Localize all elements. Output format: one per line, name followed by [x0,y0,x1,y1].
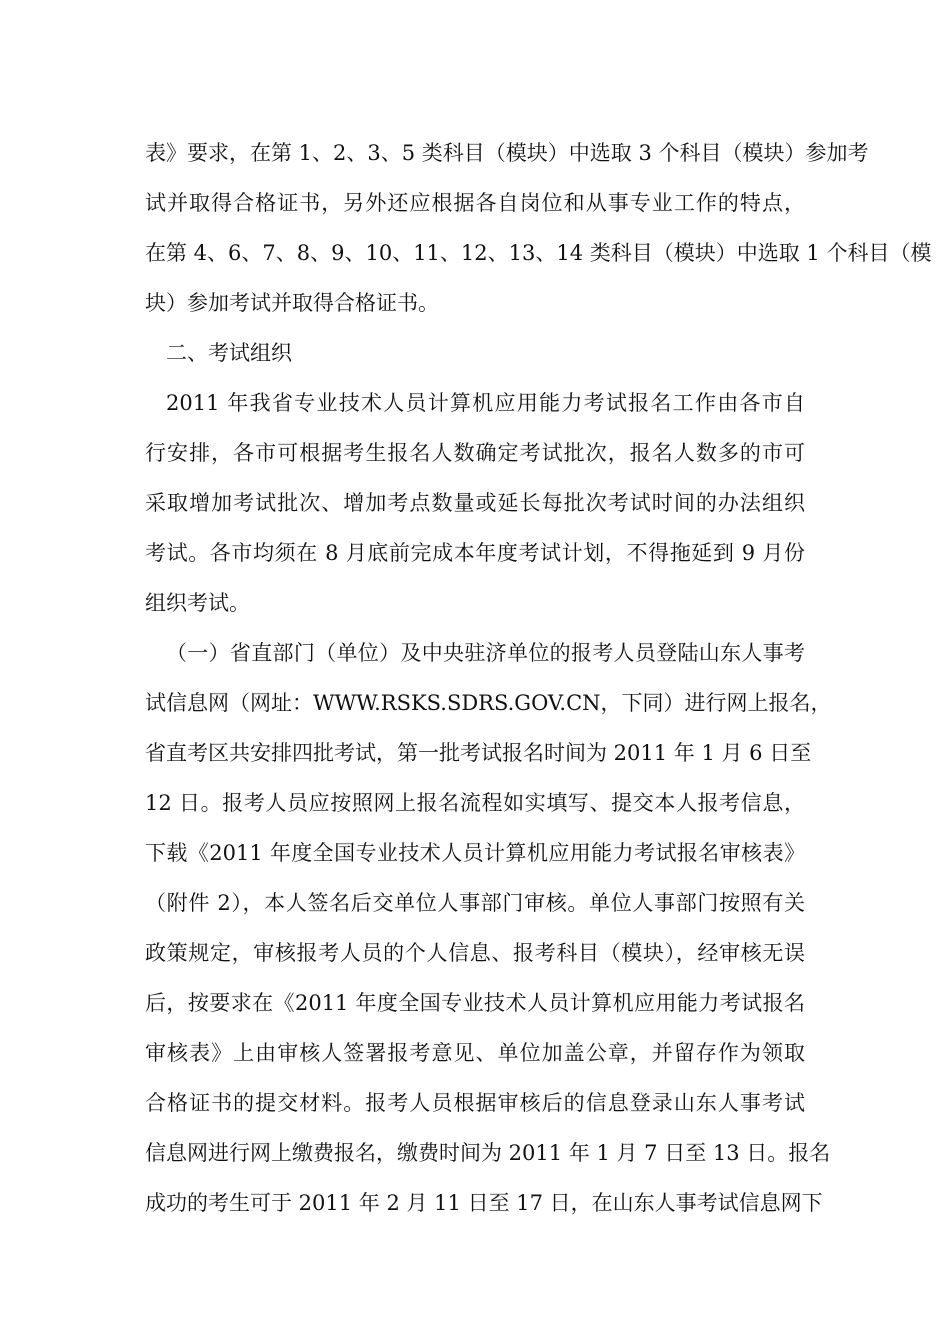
paragraph-line: 2011 年我省专业技术人员计算机应用能力考试报名工作由各市自 [166,391,805,415]
paragraph-line: 合格证书的提交材料。报考人员根据审核后的信息登录山东人事考试 [145,1091,805,1115]
paragraph-line: 成功的考生可于 2011 年 2 月 11 日至 17 日，在山东人事考试信息网下 [145,1191,823,1215]
paragraph-line: 表》要求，在第 1、2、3、5 类科目（模块）中选取 3 个科目（模块）参加考 [145,141,869,165]
paragraph-line: 省直考区共安排四批考试，第一批考试报名时间为 2011 年 1 月 6 日至 [145,741,812,765]
paragraph-line: 考试。各市均须在 8 月底前完成本年度考试计划，不得拖延到 9 月份 [145,541,805,565]
paragraph-line: 试并取得合格证书，另外还应根据各自岗位和从事专业工作的特点， [145,191,805,215]
paragraph-line: 采取增加考试批次、增加考点数量或延长每批次考试时间的办法组织 [145,491,805,515]
paragraph-line: 下载《2011 年度全国专业技术人员计算机应用能力考试报名审核表》 [145,841,805,865]
paragraph-line: 试信息网（网址：WWW.RSKS.SDRS.GOV.CN，下同）进行网上报名， [145,691,832,715]
section-heading: 二、考试组织 [166,341,292,365]
paragraph-line: 政策规定，审核报考人员的个人信息、报考科目（模块），经审核无误 [145,941,805,965]
paragraph-line: （一）省直部门（单位）及中央驻济单位的报考人员登陆山东人事考 [166,641,805,665]
document-body [145,128,932,1228]
paragraph-line: 在第 4、6、7、8、9、10、11、12、13、14 类科目（模块）中选取 1 个科目（模 [145,241,932,265]
paragraph-line: 12 日。报考人员应按照网上报名流程如实填写、提交本人报考信息， [145,791,805,815]
paragraph-line: 审核表》上由审核人签署报考意见、单位加盖公章，并留存作为领取 [145,1041,805,1065]
paragraph-line: （附件 2），本人签名后交单位人事部门审核。单位人事部门按照有关 [145,891,805,915]
paragraph-line: 信息网进行网上缴费报名，缴费时间为 2011 年 1 月 7 日至 13 日。报名 [145,1141,831,1165]
paragraph-line: 块）参加考试并取得合格证书。 [145,291,439,315]
paragraph-line: 行安排，各市可根据考生报名人数确定考试批次，报名人数多的市可 [145,441,805,465]
paragraph-line: 后，按要求在《2011 年度全国专业技术人员计算机应用能力考试报名 [145,991,805,1015]
paragraph-line: 组织考试。 [145,591,250,615]
